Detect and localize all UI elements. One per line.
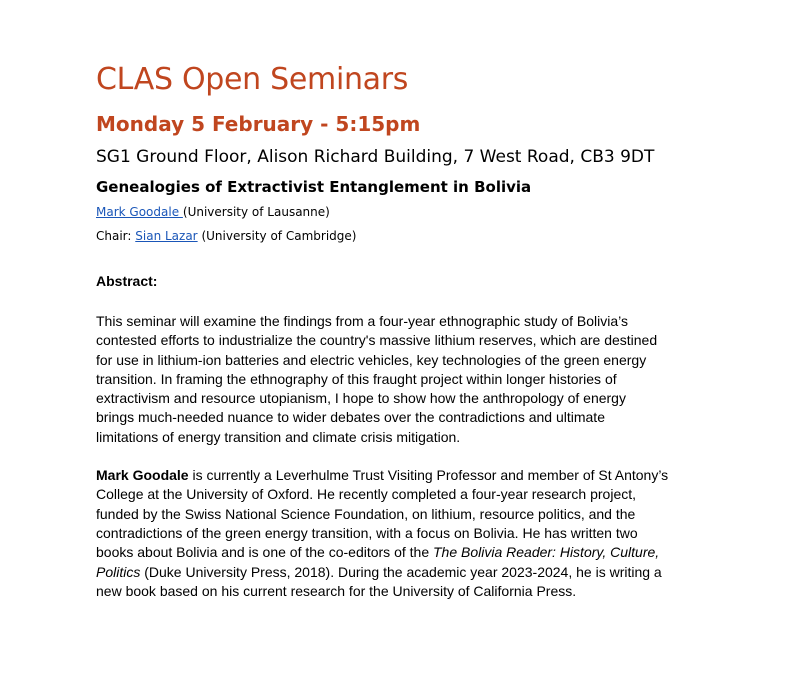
bio-line: College at the University of Oxford. He recently completed a four-year research project, [96,486,637,503]
chair-label: Chair: [96,229,136,243]
bio-line [96,563,706,582]
bio-text: books about Bolivia and is one of the co-editors of the [96,544,433,561]
chair-link[interactable]: Sian Lazar [135,229,198,243]
abstract-line: brings much-needed nuance to wider debates over the contradictions and ultimate [96,409,605,426]
talk-title: Genealogies of Extractivist Entanglement in Bolivia [96,178,532,196]
bio-name: Mark Goodale [96,467,189,484]
speaker-link[interactable]: Mark Goodale [96,205,183,219]
chair-affiliation: (University of Cambridge) [197,229,357,243]
bio-line [96,543,706,562]
bio-text: is currently a Leverhulme Trust Visiting Professor and member of St Antony’s [188,467,669,484]
seminar-page [96,62,706,601]
bio-line: new book based on his current research for the University of California Press. [96,582,577,599]
bio-line [96,466,706,485]
abstract-line: extractivism and resource utopianism, I hope to show how the anthropology of energy [96,390,626,407]
bio-line: funded by the Swiss National Science Foundation, on lithium, resource politics, and the [96,505,636,522]
event-venue: SG1 Ground Floor, Alison Richard Building, 7 West Road, CB3 9DT [96,147,655,167]
abstract-line: for use in lithium-ion batteries and electric vehicles, key technologies of the green energy [96,351,647,368]
bio-line: contradictions of the green energy transition, with a focus on Bolivia. He has written two [96,524,638,541]
abstract-line: transition. In framing the ethnography of this fraught project within longer histories of [96,370,617,387]
book-title: Politics [96,563,141,580]
page-title: CLAS Open Seminars [96,62,409,97]
book-title: The Bolivia Reader: History, Culture, [433,544,660,561]
chair-line [96,228,706,244]
bio-text: (Duke University Press, 2018). During the academic year 2023-2024, he is writing a [140,563,662,580]
abstract-paragraph [96,312,706,447]
event-datetime: Monday 5 February - 5:15pm [96,112,421,136]
speaker-line [96,204,706,220]
abstract-line: contested efforts to industrialize the country's massive lithium reserves, which are destined [96,332,658,349]
abstract-label: Abstract: [96,273,158,289]
bio-paragraph [96,466,706,601]
abstract-line: This seminar will examine the findings from a four-year ethnographic study of Bolivia’s [96,313,628,329]
speaker-affiliation: (University of Lausanne) [182,205,330,219]
abstract-line: limitations of energy transition and climate crisis mitigation. [96,428,461,445]
